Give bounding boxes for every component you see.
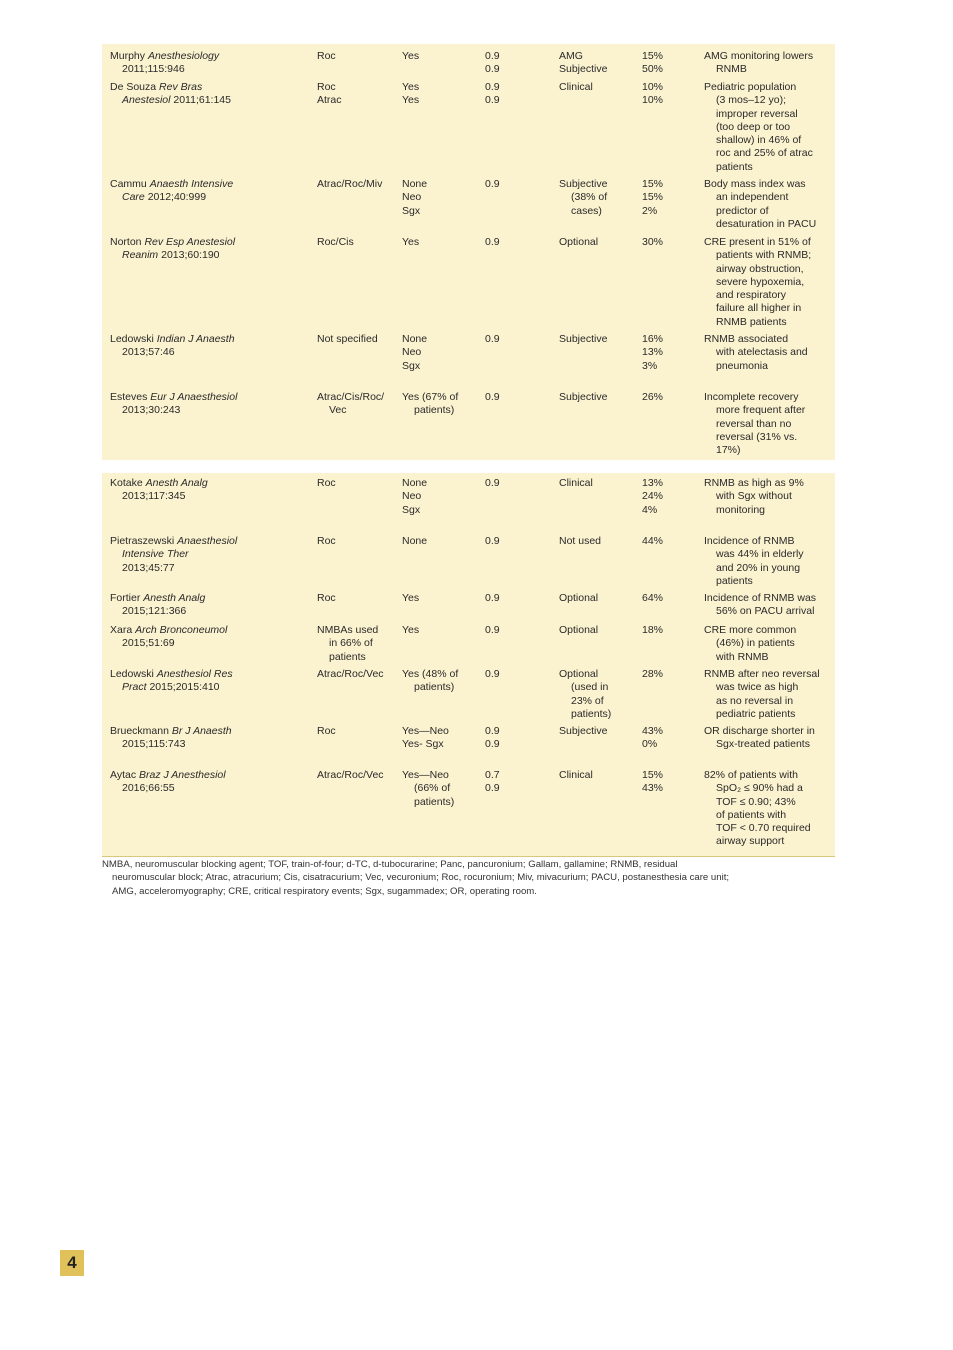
rnmb-cell: 13% 24% 4%	[642, 477, 664, 516]
tof-cell: 0.9 0.9	[485, 81, 500, 107]
footnote-line: NMBA, neuromuscular blocking agent; TOF, train-of-four; d-TC, d-tubocurarine; Panc, pancuronium; Gallam, gallamine; RNMB, residual	[102, 859, 678, 870]
tof-cell: 0.9	[485, 333, 500, 345]
tof-cell: 0.9	[485, 624, 500, 636]
rnmb-cell: 64%	[642, 592, 664, 604]
comments-cell: Incomplete recovery more frequent after reversal than no reversal (31% vs. 17%)	[704, 391, 806, 457]
nmba-cell: Roc	[317, 477, 336, 489]
nmba-cell: NMBAs used in 66% of patients	[317, 624, 379, 663]
comments-cell: OR discharge shorter in Sgx-treated patients	[704, 725, 815, 751]
comments-cell: 82% of patients with SpO₂ ≤ 90% had a TOF ≤ 0.90; 43% of patients with TOF < 0.70 required airway support	[704, 769, 811, 848]
monitoring-cell: Clinical	[559, 477, 593, 489]
nmba-cell: Atrac/Cis/Roc/ Vec	[317, 391, 385, 417]
reversal-cell: Yes	[402, 50, 420, 62]
footnote-line: neuromuscular block; Atrac, atracurium; Cis, cisatracurium; Vec, vecuronium; Roc, rocuronium; Miv, mivacurium; PACU, postanesthesia care unit;	[112, 872, 730, 884]
study-citation: Ledowski Indian J Anaesth 2013;57:46	[110, 333, 235, 359]
footnote-line: AMG, acceleromyography; CRE, critical respiratory events; Sgx, sugammadex; OR, operating room.	[112, 885, 537, 897]
rnmb-cell: 18%	[642, 624, 664, 636]
study-citation: Brueckmann Br J Anaesth 2015;115:743	[110, 725, 232, 751]
study-citation: Cammu Anaesth Intensive Care 2012;40:999	[110, 178, 234, 204]
comments-cell: RNMB associated with atelectasis and pneumonia	[704, 333, 808, 372]
rnmb-cell: 15% 15% 2%	[642, 178, 664, 217]
tof-cell: 0.9 0.9	[485, 50, 500, 76]
monitoring-cell: Optional	[559, 236, 599, 248]
comments-cell: AMG monitoring lowers RNMB	[704, 50, 814, 76]
monitoring-cell: Optional (used in 23% of patients)	[559, 668, 612, 720]
tof-cell: 0.9	[485, 592, 500, 604]
nmba-cell: Atrac/Roc/Miv	[317, 178, 383, 190]
reversal-cell: Yes	[402, 236, 420, 248]
study-table-part-2	[102, 473, 835, 857]
reversal-cell: Yes	[402, 592, 420, 604]
comments-cell: Incidence of RNMB was 56% on PACU arrival	[704, 592, 817, 618]
tof-cell: 0.9	[485, 477, 500, 489]
tof-cell: 0.9 0.9	[485, 725, 500, 751]
tof-cell: 0.9	[485, 178, 500, 190]
monitoring-cell: Not used	[559, 535, 602, 547]
monitoring-cell: Subjective	[559, 391, 608, 403]
nmba-cell: Roc	[317, 592, 336, 604]
comments-cell: CRE present in 51% of patients with RNMB; airway obstruction, severe hypoxemia, and respiratory failure all higher in RNMB patients	[704, 236, 812, 328]
rnmb-cell: 28%	[642, 668, 664, 680]
nmba-cell: Roc/Cis	[317, 236, 354, 248]
nmba-cell: Roc	[317, 725, 336, 737]
reversal-cell: None Neo Sgx	[402, 477, 428, 516]
reversal-cell: Yes Yes	[402, 81, 420, 107]
study-citation: Xara Arch Bronconeumol 2015;51:69	[110, 624, 228, 650]
tof-cell: 0.9	[485, 535, 500, 547]
rnmb-cell: 30%	[642, 236, 664, 248]
tof-cell: 0.7 0.9	[485, 769, 500, 795]
monitoring-cell: Optional	[559, 624, 599, 636]
study-citation: Kotake Anesth Analg 2013;117:345	[110, 477, 208, 503]
monitoring-cell: Subjective	[559, 725, 608, 737]
table-footnote	[102, 858, 842, 898]
study-citation: Esteves Eur J Anaesthesiol 2013;30:243	[110, 391, 238, 417]
reversal-cell: None	[402, 535, 428, 547]
rnmb-cell: 26%	[642, 391, 664, 403]
study-citation: Norton Rev Esp Anestesiol Reanim 2013;60:190	[110, 236, 236, 262]
rnmb-cell: 15% 50%	[642, 50, 664, 76]
reversal-cell: None Neo Sgx	[402, 333, 428, 372]
tof-cell: 0.9	[485, 391, 500, 403]
monitoring-cell: Optional	[559, 592, 599, 604]
reversal-cell: Yes	[402, 624, 420, 636]
study-citation: Murphy Anesthesiology 2011;115:946	[110, 50, 220, 76]
page-number: 4	[60, 1250, 84, 1276]
nmba-cell: Not specified	[317, 333, 378, 345]
monitoring-cell: Clinical	[559, 769, 593, 781]
study-citation: De Souza Rev Bras Anestesiol 2011;61:145	[110, 81, 231, 107]
study-citation: Ledowski Anesthesiol Res Pract 2015;2015:410	[110, 668, 233, 694]
monitoring-cell: Subjective (38% of cases)	[559, 178, 608, 217]
comments-cell: CRE more common (46%) in patients with RNMB	[704, 624, 797, 663]
study-citation: Fortier Anesth Analg 2015;121:366	[110, 592, 206, 618]
monitoring-cell: Subjective	[559, 333, 608, 345]
rnmb-cell: 16% 13% 3%	[642, 333, 664, 372]
reversal-cell: Yes (67% of patients)	[402, 391, 459, 417]
reversal-cell: Yes—Neo (66% of patients)	[402, 769, 455, 808]
reversal-cell: None Neo Sgx	[402, 178, 428, 217]
nmba-cell: Roc Atrac	[317, 81, 342, 107]
monitoring-cell: Clinical	[559, 81, 593, 93]
nmba-cell: Atrac/Roc/Vec	[317, 668, 384, 680]
nmba-cell: Roc	[317, 50, 336, 62]
monitoring-cell: AMG Subjective	[559, 50, 608, 76]
rnmb-cell: 43% 0%	[642, 725, 664, 751]
nmba-cell: Roc	[317, 535, 336, 547]
reversal-cell: Yes—Neo Yes- Sgx	[402, 725, 449, 751]
study-citation: Aytac Braz J Anesthesiol 2016;66:55	[110, 769, 226, 795]
reversal-cell: Yes (48% of patients)	[402, 668, 459, 694]
comments-cell: Incidence of RNMB was 44% in elderly and 20% in young patients	[704, 535, 804, 587]
study-table-part-1	[102, 44, 835, 460]
comments-cell: RNMB after neo reversal was twice as high as no reversal in pediatric patients	[704, 668, 820, 720]
comments-cell: RNMB as high as 9% with Sgx without monitoring	[704, 477, 804, 516]
comments-cell: Body mass index was an independent predictor of desaturation in PACU	[704, 178, 817, 230]
rnmb-cell: 44%	[642, 535, 664, 547]
study-citation: Pietraszewski Anaesthesiol Intensive Ther 2013;45:77	[110, 535, 238, 574]
tof-cell: 0.9	[485, 236, 500, 248]
rnmb-cell: 15% 43%	[642, 769, 664, 795]
tof-cell: 0.9	[485, 668, 500, 680]
comments-cell: Pediatric population (3 mos–12 yo); improper reversal (too deep or too shallow) in 46% of roc and 25% of atrac patients	[704, 81, 813, 173]
nmba-cell: Atrac/Roc/Vec	[317, 769, 384, 781]
rnmb-cell: 10% 10%	[642, 81, 664, 107]
